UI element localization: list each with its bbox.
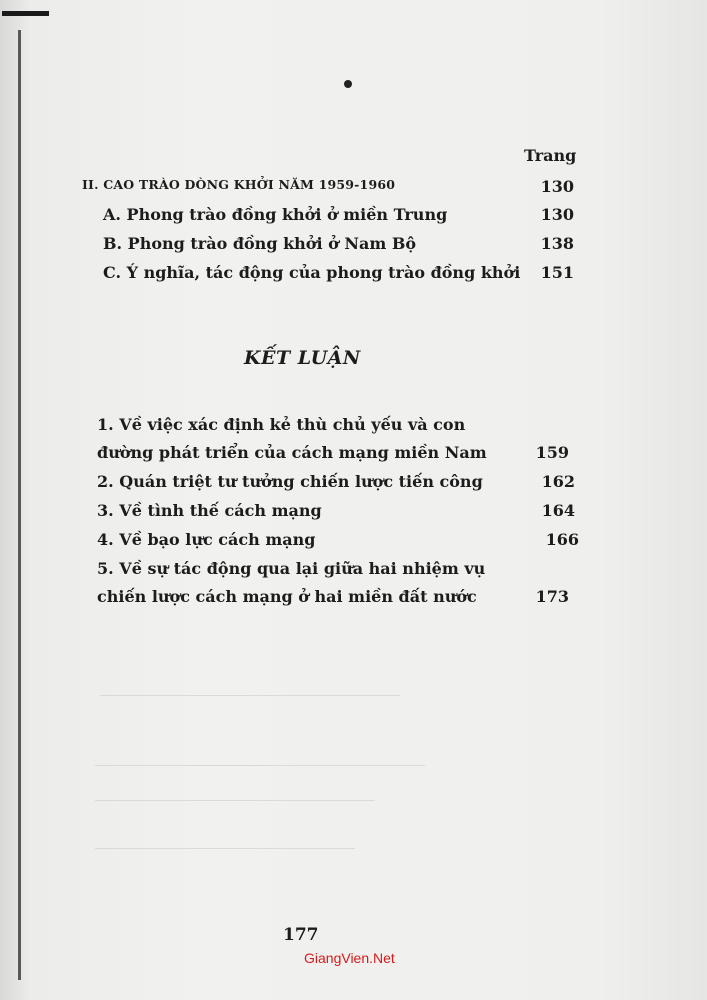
bleed-through-line [95, 765, 425, 766]
corner-ink-mark [2, 11, 49, 16]
toc-page-number: 164 [541, 501, 575, 520]
toc-page-number: 173 [535, 587, 569, 606]
toc-item-label: 2. Quán triệt tư tưởng chiến lược tiến công [97, 472, 483, 491]
bleed-through-line [100, 695, 400, 696]
toc-item-label: B. Phong trào đồng khởi ở Nam Bộ [103, 234, 417, 253]
toc-item-label: C. Ý nghĩa, tác động của phong trào đồng khởi [103, 263, 521, 282]
page-number: 177 [283, 925, 319, 945]
toc-page-number: 151 [540, 263, 574, 282]
toc-page-number: 159 [535, 443, 569, 462]
toc-item-label-continued: chiến lược cách mạng ở hai miền đất nước [97, 587, 477, 606]
bleed-through-line [95, 800, 375, 801]
toc-page-number: 166 [545, 530, 579, 549]
watermark-text: GiangVien.Net [304, 950, 395, 966]
toc-item-label: 3. Về tình thế cách mạng [97, 501, 322, 520]
page-column-label: Trang [524, 146, 577, 165]
toc-item-label: 5. Về sự tác động qua lại giữa hai nhiệm vụ [97, 559, 486, 578]
toc-page-number: 130 [540, 205, 574, 224]
conclusion-heading: KẾT LUẬN [244, 347, 361, 369]
toc-item-label: 4. Về bạo lực cách mạng [97, 530, 316, 549]
toc-page-number: 138 [540, 234, 574, 253]
toc-page-number: 130 [540, 177, 574, 196]
ink-dot [344, 80, 352, 88]
toc-page-number: 162 [541, 472, 575, 491]
toc-item-label: A. Phong trào đồng khởi ở miền Trung [103, 205, 448, 224]
bleed-through-line [95, 848, 355, 849]
toc-item-label: 1. Về việc xác định kẻ thù chủ yếu và con [97, 415, 466, 434]
toc-section-title: II. CAO TRÀO DÒNG KHỞI NĂM 1959-1960 [82, 177, 396, 192]
toc-item-label-continued: đường phát triển của cách mạng miền Nam [97, 443, 487, 462]
binding-edge-line [18, 30, 21, 980]
